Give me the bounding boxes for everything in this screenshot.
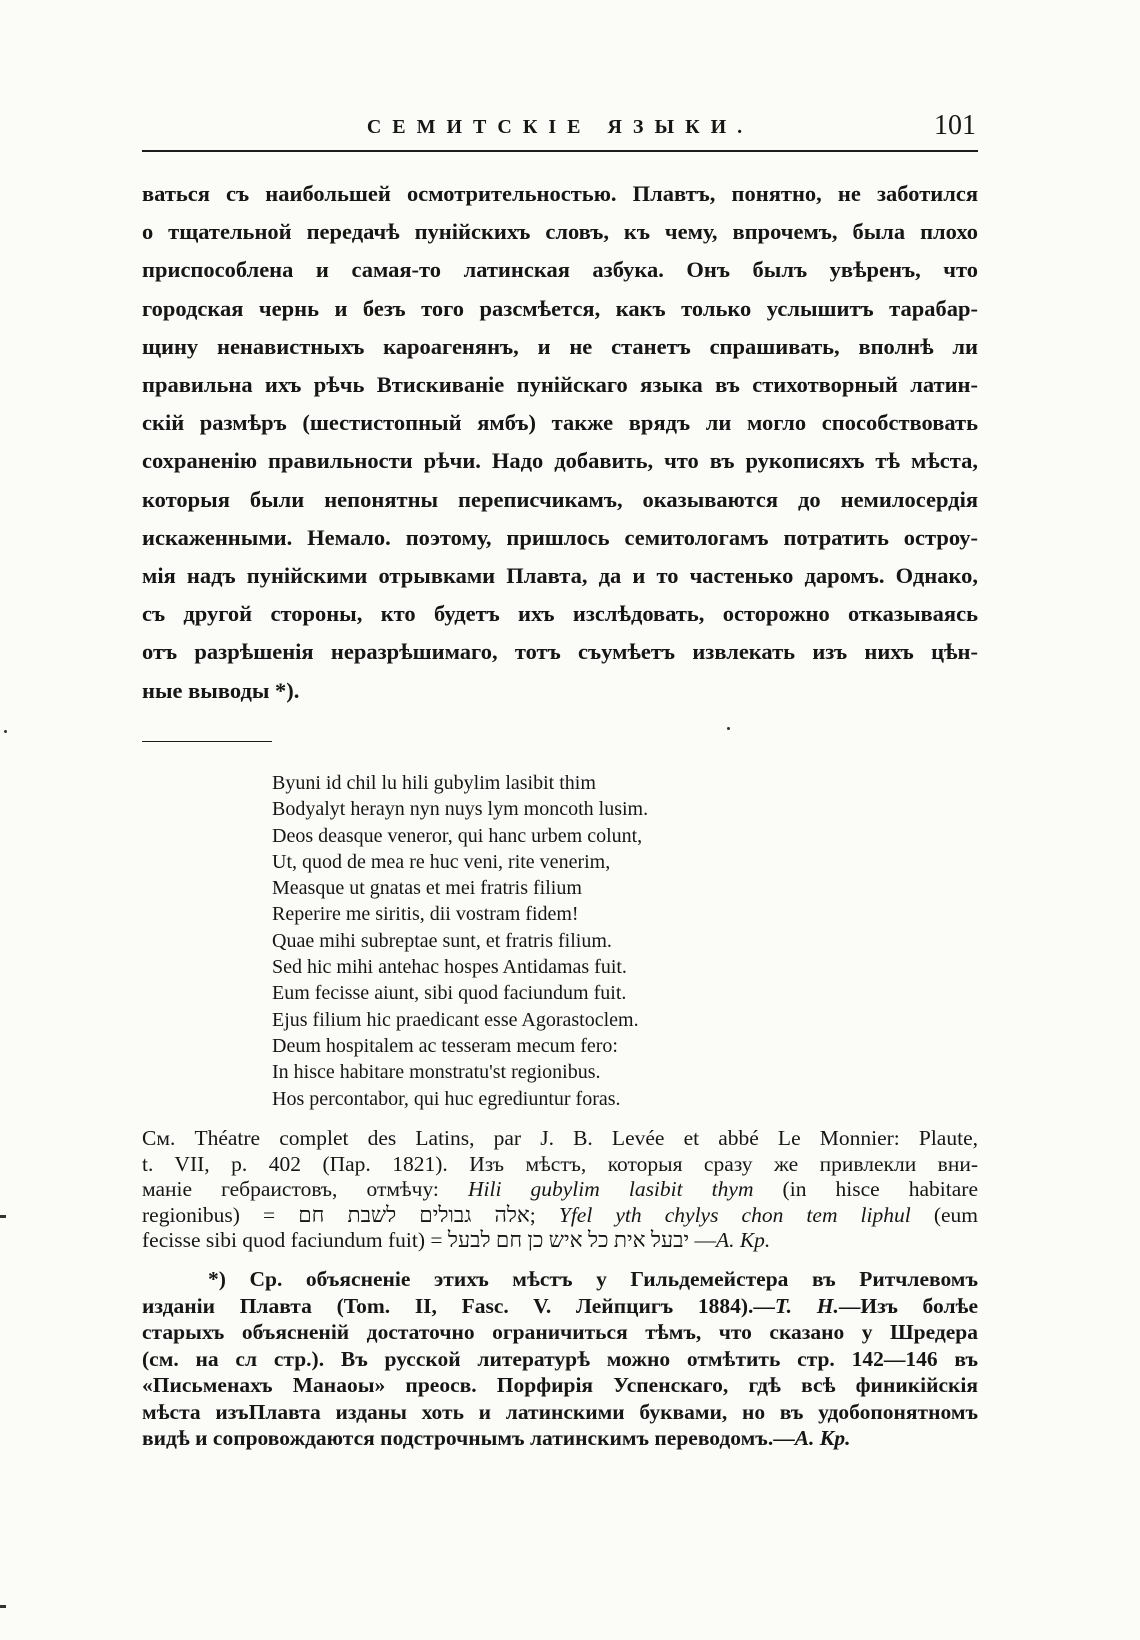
body-line: съ другой стороны, кто будетъ ихъ изслѣдовать, осторожно отказываясь (142, 601, 978, 627)
author-initials: А. Кр. (716, 1228, 771, 1252)
note-line: См. Théatre complet des Latins, par J. B. Levée et abbé Le Monnier: Plaute, (142, 1126, 978, 1150)
page-number: 101 (934, 110, 976, 141)
body-line: искаженными. Немало. поэтому, пришлось семитологамъ потратить остроу- (142, 524, 978, 550)
footnote-line: *) Ср. объясненіе этихъ мѣстъ у Гильдемейстера въ Ритчлевомъ (208, 1267, 978, 1291)
scan-mark (0, 1605, 6, 1608)
running-head (142, 110, 978, 152)
body-line: сохраненію правильности рѣчи. Надо добавить, что въ рукописяхъ тѣ мѣста, (142, 448, 978, 474)
transliteration: Hili gubylim lasibit thym (467, 1177, 754, 1201)
footnote-text: —Изъ болѣе (838, 1293, 979, 1318)
scan-speck (727, 727, 730, 730)
asterisk-footnote (142, 1266, 978, 1452)
author-initials: А. Кр. (794, 1426, 851, 1450)
body-line: ные выводы *). (142, 677, 300, 703)
body-line: скій размѣръ (шестистопный ямбъ) также врядъ ли могло способствовать (142, 410, 978, 436)
body-line: мія надъ пунійскими отрывками Плавта, да и то частенько даромъ. Однако, (142, 563, 978, 589)
footnote-text: видѣ и сопровождаются подстрочнымъ латинскимъ переводомъ.— (142, 1426, 795, 1450)
body-line: отъ разрѣшенія неразрѣшимаго, тотъ съумѣетъ извлекать изъ нихъ цѣн- (142, 639, 978, 665)
author-initials: Т. Н. (774, 1293, 839, 1318)
note-line (142, 1203, 978, 1229)
verse-line: Ut, quod de mea re huc veni, rite venerim, (272, 850, 611, 873)
verse-quotation (272, 770, 648, 1112)
verse-line: Byuni id chil lu hili gubylim lasibit thim (272, 772, 596, 794)
main-paragraph (142, 175, 978, 710)
verse-line: Hos percontabor, qui huc egrediuntur foras. (272, 1087, 621, 1110)
hebrew-text: אלה גבולים לשבת חם (298, 1202, 530, 1227)
verse-line: Measque ut gnatas et mei fratris filium (272, 877, 582, 900)
body-line: городская чернь и безъ того разсмѣется, какъ только услышитъ тарабар- (142, 295, 978, 321)
note-text: regionibus) = (142, 1202, 299, 1227)
verse-line: In hisce habitare monstratu'st regionibus. (272, 1061, 601, 1084)
body-line: правильна ихъ рѣчь Втискиваніе пунійскаго языка въ стихотворный латин- (142, 372, 978, 398)
transliteration: Yfel yth chylys chon tem liphul (558, 1202, 911, 1227)
note-text: — (689, 1228, 717, 1252)
verse-line: Bodyalyt herayn nyn nuys lym moncoth lusim. (272, 798, 649, 821)
note-line (142, 1177, 978, 1203)
note-text: (in hisce habitare (753, 1177, 979, 1201)
scan-mark (0, 1215, 6, 1218)
verse-line: Eum fecisse aiunt, sibi quod faciundum fuit. (272, 982, 627, 1005)
note-text: fecisse sibi quod faciundum fuit) = (142, 1228, 448, 1252)
verse-line: Reperire me siritis, dii vostram fidem! (272, 903, 579, 926)
verse-line: Deum hospitalem ac tesseram mecum fero: (272, 1034, 618, 1057)
body-line: приспособлена и самая-то латинская азбука. Онъ былъ увѣренъ, что (142, 257, 978, 283)
verse-line: Sed hic mihi antehac hospes Antidamas fuit. (272, 956, 627, 979)
footnote-line (142, 1293, 978, 1320)
footnote-line (142, 1425, 978, 1452)
footnote-line: старыхъ объясненій достаточно ограничиться тѣмъ, что сказано у Шредера (142, 1320, 978, 1344)
hebrew-text: יבעל אית כל איש כן חם לבעל (447, 1228, 690, 1252)
body-line: ваться съ наибольшей осмотрительностью. Плавтъ, понятно, не заботился (142, 181, 978, 206)
note-text: (eum (910, 1202, 978, 1227)
note-text: ; (529, 1202, 559, 1227)
footnote-divider (142, 741, 272, 742)
footnote-line: мѣста изъПлавта изданы хоть и латинскими буквами, но въ удобопонятномъ (142, 1399, 978, 1424)
verse-line: Deos deasque veneror, qui hanc urbem colunt, (272, 824, 643, 847)
running-title: СЕМИТСКІЕ ЯЗЫКИ. (366, 116, 754, 138)
scan-speck (4, 730, 7, 733)
body-line: о тщательной передачѣ пунійскихъ словъ, къ чему, впрочемъ, была плохо (142, 219, 978, 245)
footnote-line: «Письменахъ Манаоы» преосв. Порфирія Успенскаго, гдѣ всѣ финикійскія (142, 1373, 978, 1397)
note-text: маніе гебраистовъ, отмѣчу: (142, 1177, 468, 1201)
source-note (142, 1126, 978, 1254)
footnote-line: (см. на сл стр.). Въ русской литературѣ можно отмѣтить стр. 142—146 въ (142, 1346, 978, 1371)
verse-line: Ejus filium hic praedicant esse Agorastoclem. (272, 1008, 639, 1031)
note-line: t. VII, p. 402 (Пар. 1821). Изъ мѣстъ, которыя сразу же привлекли вни- (142, 1151, 978, 1176)
note-line (142, 1228, 978, 1254)
body-line: которыя были непонятны переписчикамъ, оказываются до немилосердія (142, 486, 978, 512)
body-line: щину ненавистныхъ кароагенянъ, и не станетъ спрашивать, вполнѣ ли (142, 333, 978, 359)
footnote-text: изданіи Плавта (Tom. II, Fasc. V. Лейпцигъ 1884).— (142, 1293, 775, 1318)
verse-line: Quae mihi subreptae sunt, et fratris filium. (272, 929, 612, 952)
